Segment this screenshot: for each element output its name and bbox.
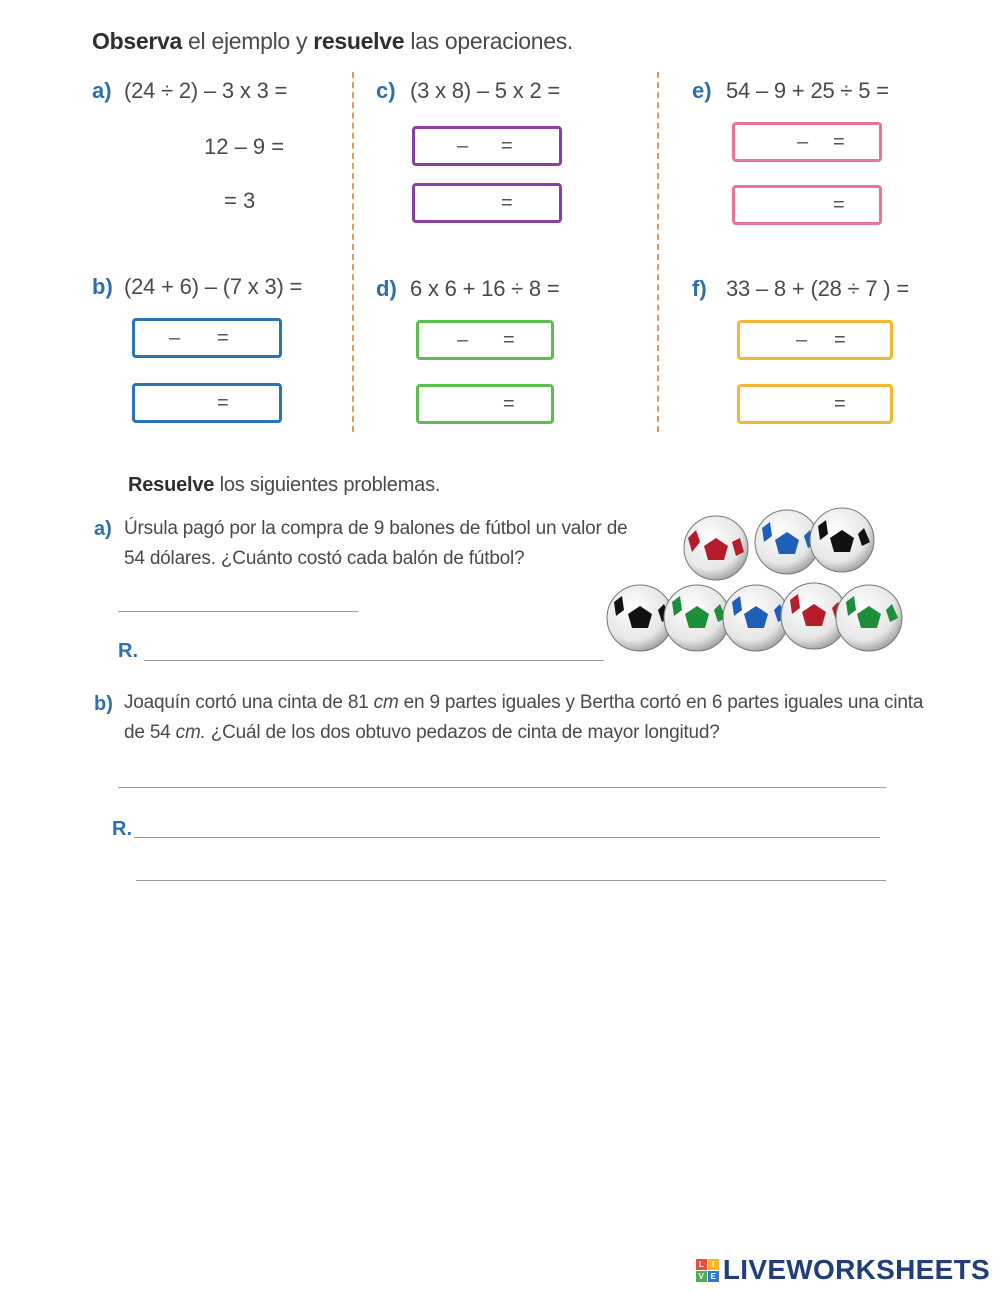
column-divider [352, 72, 354, 432]
exercise-b-step-1-input[interactable] [132, 318, 282, 358]
answer-line-2[interactable] [136, 880, 886, 881]
problem-label: b) [94, 693, 113, 715]
soccer-ball-icon [836, 585, 902, 651]
exercise-label: d) [376, 276, 397, 301]
exercise-d-expression: 6 x 6 + 16 ÷ 8 = [410, 276, 560, 301]
problem-b-line-2: de 54 cm. ¿Cuál de los dos obtuvo pedazos de cinta de mayor longitud? [124, 722, 720, 743]
brand-logo-icon: L I V E [696, 1259, 719, 1282]
exercise-c-expression: (3 x 8) – 5 x 2 = [410, 78, 561, 103]
equals-sign: = [217, 327, 229, 349]
problem-b-text [124, 688, 923, 748]
answer-label: R. [112, 818, 132, 840]
exercise-c-step-1-input[interactable] [412, 126, 562, 166]
problem-label: a) [94, 518, 112, 540]
liveworksheets-logo [696, 1254, 990, 1286]
minus-sign: – [797, 131, 809, 153]
soccer-ball-icon [664, 585, 730, 651]
exercise-label: e) [692, 78, 712, 103]
exercise-e-expression: 54 – 9 + 25 ÷ 5 = [726, 78, 889, 103]
exercise-c-result-input[interactable] [412, 183, 562, 223]
minus-sign: – [457, 329, 469, 351]
soccer-ball-icon [684, 516, 748, 580]
example-expression: (24 ÷ 2) – 3 x 3 = [124, 78, 288, 103]
equals-sign: = [834, 329, 846, 351]
exercise-f-step-1-input[interactable] [737, 320, 893, 360]
brand-name: LIVEWORKSHEETS [722, 1254, 990, 1285]
equals-sign: = [503, 393, 515, 415]
example-step-1: 12 – 9 = [204, 134, 285, 159]
minus-sign: – [457, 135, 469, 157]
exercise-label: b) [92, 274, 113, 299]
exercise-f-result-input[interactable] [737, 384, 893, 424]
exercise-label: a) [92, 78, 112, 103]
answer-line[interactable] [144, 660, 604, 661]
soccer-ball-icon [810, 508, 874, 572]
exercise-label: f) [692, 276, 707, 301]
soccer-ball-icon [755, 510, 819, 574]
equals-sign: = [833, 131, 845, 153]
example-result: = 3 [224, 188, 256, 213]
answer-label: R. [118, 640, 138, 662]
equals-sign: = [217, 392, 229, 414]
minus-sign: – [169, 327, 181, 349]
problems-heading: Resuelve los siguientes problemas. [128, 474, 441, 496]
exercise-d-result-input[interactable] [416, 384, 554, 424]
exercise-b-result-input[interactable] [132, 383, 282, 423]
column-divider [657, 72, 659, 432]
example-a [92, 78, 112, 104]
working-line[interactable] [118, 611, 358, 612]
soccer-ball-icon [723, 585, 789, 651]
exercise-d-step-1-input[interactable] [416, 320, 554, 360]
problem-a-text [124, 514, 627, 574]
equals-sign: = [503, 329, 515, 351]
exercise-e-result-input[interactable] [732, 185, 882, 225]
instructions-heading: Observa el ejemplo y resuelve las operaciones. [92, 28, 574, 54]
equals-sign: = [833, 194, 845, 216]
exercise-b-expression: (24 + 6) – (7 x 3) = [124, 274, 303, 299]
problem-b-line-1: Joaquín cortó una cinta de 81 cm en 9 partes iguales y Bertha cortó en 6 partes iguales una cinta [124, 692, 924, 713]
equals-sign: = [501, 192, 513, 214]
soccer-ball-icon [607, 585, 673, 651]
soccer-balls-image [604, 498, 904, 668]
minus-sign: – [796, 329, 808, 351]
problem-a-line-2: 54 dólares. ¿Cuánto costó cada balón de fútbol? [124, 548, 525, 569]
exercise-f-expression: 33 – 8 + (28 ÷ 7 ) = [726, 276, 909, 301]
exercise-e-step-1-input[interactable] [732, 122, 882, 162]
working-line[interactable] [118, 787, 886, 788]
equals-sign: = [834, 393, 846, 415]
exercise-label: c) [376, 78, 396, 103]
problem-a-line-1: Úrsula pagó por la compra de 9 balones de fútbol un valor de [124, 518, 628, 539]
equals-sign: = [501, 135, 513, 157]
answer-line[interactable] [134, 837, 880, 838]
